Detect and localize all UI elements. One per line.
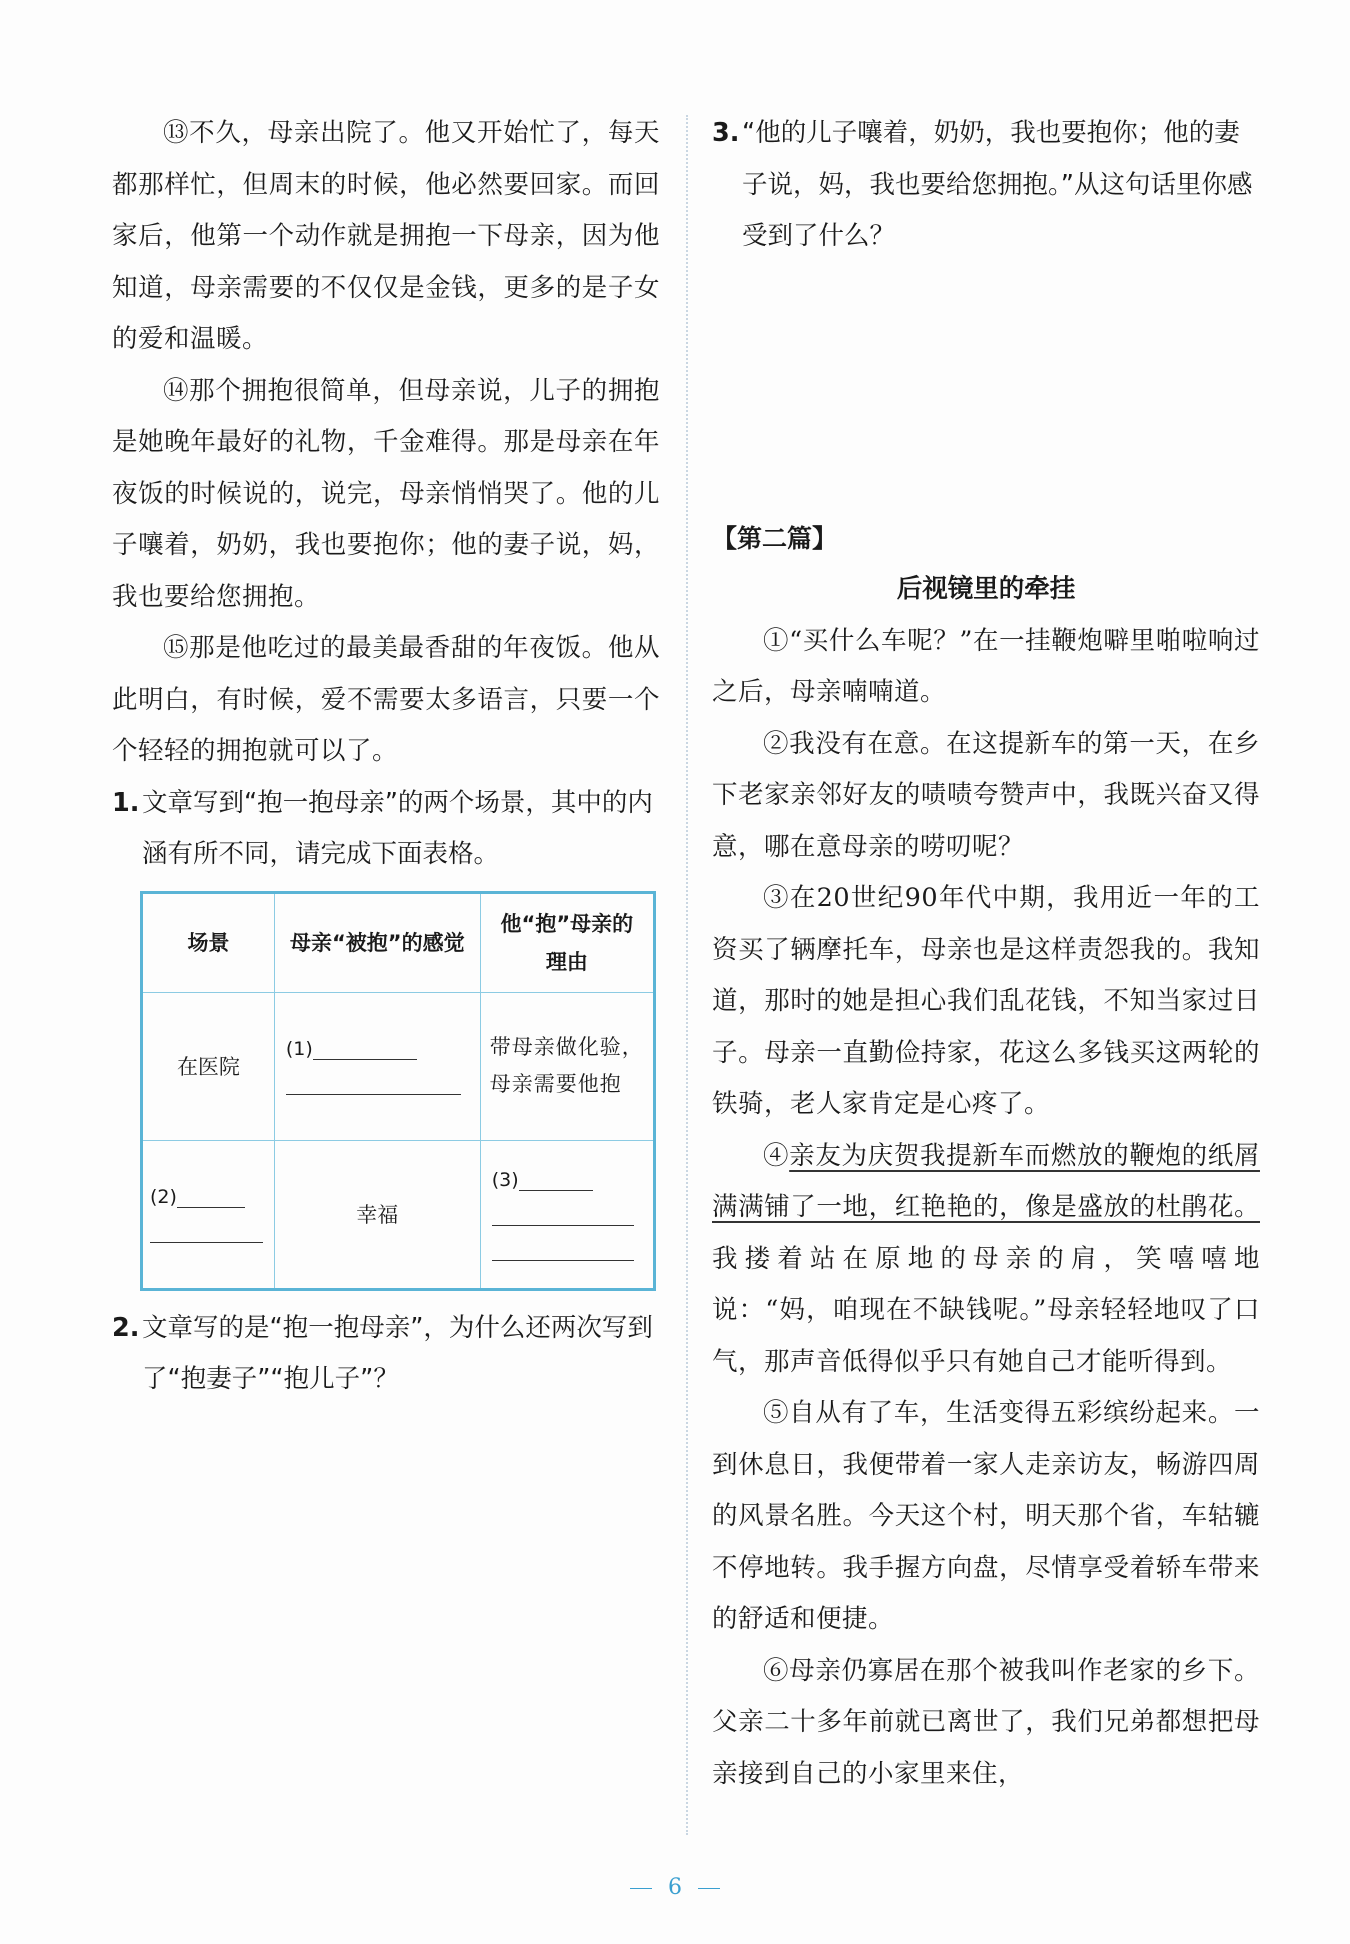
question-2 bbox=[112, 1303, 660, 1406]
paragraph-5: ⑤自从有了车，生活变得五彩缤纷起来。一到休息日，我便带着一家人走亲访友，畅游四周的风景名胜。今天这个村，明天那个省，车轱辘不停地转。我手握方向盘，尽情享受着轿车带来的舒适和便捷。 bbox=[712, 1398, 1260, 1634]
question-1-text: 文章写到“抱一抱母亲”的两个场景，其中的内涵有所不同，请完成下面表格。 bbox=[142, 787, 653, 869]
table-row bbox=[142, 1140, 655, 1289]
page-number-dash-right bbox=[698, 1888, 720, 1889]
table-row bbox=[142, 992, 655, 1140]
right-column bbox=[712, 108, 1260, 1800]
page-number bbox=[0, 1875, 1350, 1900]
question-1 bbox=[112, 778, 660, 881]
table-header-feeling: 母亲“被抱”的感觉 bbox=[274, 892, 480, 992]
paragraph-13: ⑬不久，母亲出院了。他又开始忙了，每天都那样忙，但周末的时候，他必然要回家。而回家后，他第一个动作就是拥抱一下母亲，因为他知道，母亲需要的不仅仅是金钱，更多的是子女的爱和温暖。 bbox=[112, 118, 660, 354]
question-1-number: 1. bbox=[112, 787, 140, 818]
answer-blank-3a[interactable] bbox=[519, 1168, 593, 1191]
blank-label-1: (1) bbox=[285, 1038, 313, 1060]
section-tag: 【第二篇】 bbox=[712, 523, 838, 553]
article-title: 后视镜里的牵挂 bbox=[896, 574, 1076, 604]
answer-blank-1a[interactable] bbox=[313, 1037, 417, 1060]
paragraph-14: ⑭那个拥抱很简单，但母亲说，儿子的拥抱是她晚年最好的礼物，千金难得。那是母亲在年夜饭的时候说的，说完，母亲悄悄哭了。他的儿子嚷着，奶奶，我也要抱你；他的妻子说，妈，我也要给您拥抱。 bbox=[112, 375, 660, 612]
paragraph-4-number: ④ bbox=[763, 1140, 790, 1171]
answer-space-3[interactable] bbox=[712, 263, 1260, 513]
question-2-text: 文章写的是“抱一抱母亲”，为什么还两次写到了“抱妻子”“抱儿子”？ bbox=[142, 1312, 653, 1394]
answer-table bbox=[140, 891, 656, 1291]
page-number-dash-left bbox=[630, 1888, 652, 1889]
underlined-sentence: 亲友为庆贺我提新车而燃放的鞭炮的纸屑满满铺了一地，红艳艳的，像是盛放的杜鹃花。 bbox=[712, 1140, 1260, 1222]
table-header-reason: 他“抱”母亲的理由 bbox=[480, 892, 654, 992]
column-divider bbox=[686, 115, 688, 1835]
answer-blank-3c[interactable] bbox=[492, 1226, 634, 1261]
paragraph-3: ③在20世纪90年代中期，我用近一年的工资买了辆摩托车，母亲也是这样责怨我的。我知道，那时的她是担心我们乱花钱，不知当家过日子。母亲一直勤俭持家，花这么多钱买这两轮的铁骑，老人家肯定是心疼了。 bbox=[712, 883, 1260, 1119]
page-number-text: 6 bbox=[668, 1875, 682, 1900]
answer-blank-2a[interactable] bbox=[177, 1185, 245, 1208]
blank-label-3: (3) bbox=[491, 1168, 519, 1191]
left-column bbox=[112, 108, 660, 1406]
paragraph-1: ①“买什么车呢？”在一挂鞭炮噼里啪啦响过之后，母亲喃喃道。 bbox=[712, 625, 1260, 707]
blank-label-2: (2) bbox=[150, 1186, 177, 1208]
table-header-scene: 场景 bbox=[142, 892, 275, 992]
paragraph-15: ⑮那是他吃过的最美最香甜的年夜饭。他从此明白，有时候，爱不需要太多语言，只要一个个轻轻的拥抱就可以了。 bbox=[112, 633, 660, 766]
table-cell-feeling-blank[interactable] bbox=[274, 992, 480, 1140]
answer-blank-3b[interactable] bbox=[492, 1191, 634, 1226]
paragraph-4-rest: 我搂着站在原地的母亲的肩，笑嘻嘻地说：“妈，咱现在不缺钱呢。”母亲轻轻地叹了口气，那声音低得似乎只有她自己才能听得到。 bbox=[712, 1243, 1260, 1377]
table-cell-reason bbox=[480, 992, 654, 1140]
answer-blank-1b[interactable] bbox=[286, 1060, 461, 1095]
paragraph-4 bbox=[712, 1131, 1260, 1389]
question-3 bbox=[712, 108, 1260, 263]
answer-blank-2b[interactable] bbox=[150, 1208, 263, 1243]
question-3-text: “他的儿子嚷着，奶奶，我也要抱你；他的妻子说，妈，我也要给您拥抱。”从这句话里你感受到了什么？ bbox=[742, 118, 1253, 251]
table-cell-reason-blank[interactable] bbox=[480, 1140, 654, 1289]
paragraph-6: ⑥母亲仍寡居在那个被我叫作老家的乡下。父亲二十多年前就已离世了，我们兄弟都想把母亲接到自己的小家里来住， bbox=[712, 1655, 1260, 1789]
question-2-number: 2. bbox=[112, 1312, 140, 1343]
table-cell-scene: 在医院 bbox=[142, 992, 275, 1140]
table-header-row bbox=[142, 892, 655, 992]
table-cell-feeling: 幸福 bbox=[274, 1140, 480, 1289]
question-3-number: 3. bbox=[712, 118, 740, 148]
paragraph-2: ②我没有在意。在这提新车的第一天，在乡下老家亲邻好友的啧啧夸赞声中，我既兴奋又得意，哪在意母亲的唠叨呢？ bbox=[712, 728, 1260, 862]
table-cell-scene-blank[interactable] bbox=[142, 1140, 275, 1289]
reason-text: 带母亲做化验，母亲需要他抱 bbox=[489, 1035, 644, 1096]
